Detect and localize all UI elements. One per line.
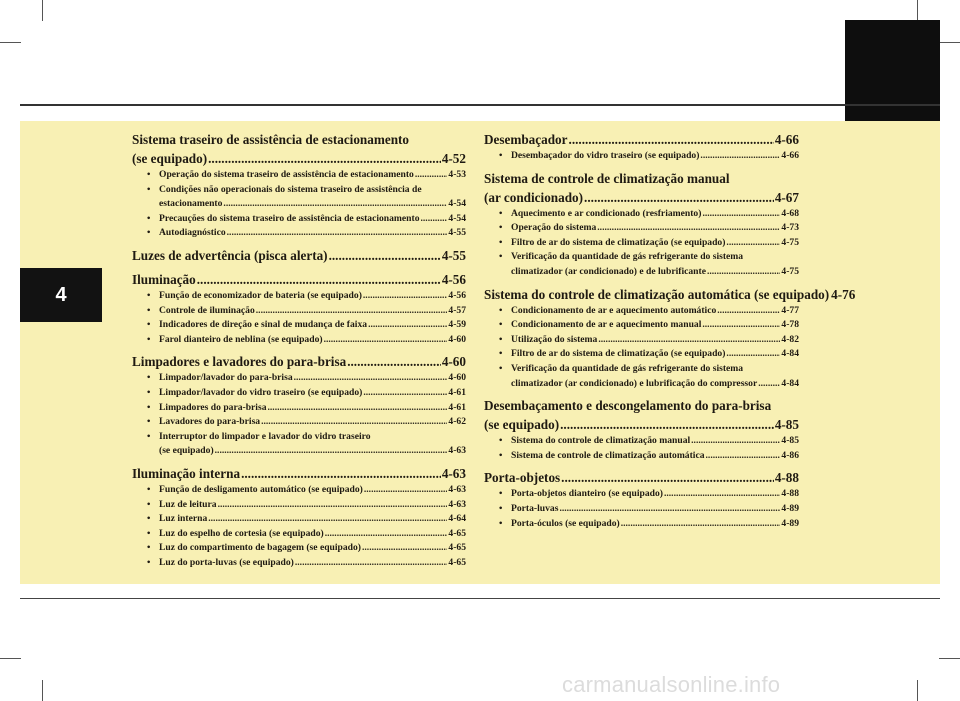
toc-heading[interactable] <box>132 270 466 289</box>
bullet: • <box>147 372 151 384</box>
toc-subitem-link[interactable] <box>159 556 466 571</box>
toc-subitem-link-text: climatizador (ar condicionado) e lubrificação do compressor <box>511 377 758 389</box>
toc-subitem <box>132 304 466 319</box>
toc-subitem-link[interactable] <box>511 517 799 532</box>
toc-subitem <box>484 347 799 362</box>
toc-subitem-link-text: Lavadores do para-brisa <box>159 416 261 428</box>
page-number: 4-76 <box>831 286 856 302</box>
toc-heading-text: Limpadores e lavadores do para-brisa <box>132 354 347 370</box>
toc-subitems <box>132 483 466 571</box>
dot-leader <box>197 270 441 289</box>
dot-leader <box>691 434 780 449</box>
crop-mark <box>917 680 918 701</box>
toc-subitem <box>132 512 466 527</box>
toc-subitem-link-text: Operação do sistema <box>511 222 597 234</box>
toc-subitems <box>132 168 466 241</box>
toc-entry <box>484 130 799 164</box>
toc-subitem-link[interactable] <box>159 483 466 498</box>
toc-heading-line: Sistema de controle de climatização manual <box>484 170 730 186</box>
toc-subitem-link[interactable] <box>511 318 799 333</box>
toc-subitem <box>132 386 466 401</box>
bullet: • <box>147 386 151 398</box>
page-number: 4-75 <box>781 265 799 277</box>
bullet: • <box>147 212 151 224</box>
dot-leader <box>329 246 441 265</box>
toc-heading[interactable] <box>484 130 799 149</box>
bullet: • <box>147 513 151 525</box>
dot-leader <box>347 352 441 371</box>
toc-heading-text: Desembaçador <box>484 132 568 147</box>
toc-subitem-link[interactable] <box>159 197 466 212</box>
toc-subitem-link-text: Limpador/lavador do vidro traseiro (se equipado) <box>159 386 363 398</box>
toc-right-column <box>484 130 856 531</box>
toc-subitem-link-text: Condicionamento de ar e aquecimento manual <box>511 319 702 331</box>
toc-subitem-link-text: Sistema de controle de climatização automática <box>511 449 705 461</box>
toc-subitems <box>484 487 799 531</box>
toc-subitem-link-text: estacionamento <box>159 198 223 210</box>
toc-subitem-link-text: Operação do sistema traseiro de assistência de estacionamento <box>159 169 414 180</box>
toc-subitem-link-text: Utilização do sistema <box>511 333 598 345</box>
bullet: • <box>147 227 151 239</box>
toc-subitem <box>132 371 466 386</box>
toc-subitem-link-text: Porta-objetos dianteiro (se equipado) <box>511 488 663 500</box>
toc-subitem <box>484 149 799 164</box>
dot-leader <box>598 333 780 348</box>
toc-subitem <box>132 483 466 498</box>
page-number: 4-59 <box>448 319 466 331</box>
bullet: • <box>499 304 503 316</box>
bullet: • <box>499 319 503 331</box>
page-number: 4-66 <box>774 132 799 147</box>
dot-leader <box>295 556 448 571</box>
crop-mark <box>42 680 43 701</box>
toc-entry <box>132 347 466 459</box>
toc-subitem-link-text: Desembaçador do vidro traseiro (se equipado) <box>511 150 700 161</box>
page-number: 4-65 <box>448 556 466 568</box>
toc-subitem-link[interactable] <box>159 527 466 542</box>
toc-subitem-link-text: Precauções do sistema traseiro de assistência de estacionamento <box>159 212 420 224</box>
dot-leader <box>241 464 441 483</box>
page-number: 4-55 <box>441 247 466 263</box>
dot-leader <box>706 449 781 464</box>
toc-heading[interactable] <box>484 188 799 207</box>
toc-subitem-link[interactable] <box>511 149 799 164</box>
toc-subitem-link[interactable] <box>511 333 799 348</box>
toc-subitem <box>132 556 466 571</box>
toc-heading-line: Desembaçamento e descongelamento do para-brisa <box>484 398 772 414</box>
toc-subitems <box>484 304 799 392</box>
toc-subitem <box>132 430 466 459</box>
toc-entry <box>484 280 856 392</box>
toc-subitem-link-text: Luz do porta-luvas (se equipado) <box>159 556 294 568</box>
chapter-number: 4 <box>55 283 67 306</box>
toc-entry <box>132 265 466 347</box>
page-number: 4-75 <box>781 236 799 248</box>
bullet: • <box>147 304 151 316</box>
toc-subitem-link[interactable] <box>159 444 466 459</box>
crop-mark <box>42 0 43 21</box>
dot-leader <box>702 207 780 222</box>
page-number: 4-85 <box>774 417 799 433</box>
toc-heading-text: (se equipado) <box>484 417 560 433</box>
toc-subitem-link-text: Sistema do controle de climatização manual <box>511 435 691 447</box>
bullet: • <box>147 401 151 413</box>
toc-heading[interactable] <box>132 352 466 371</box>
bullet: • <box>147 556 151 568</box>
dot-leader <box>227 226 448 241</box>
toc-subitem <box>484 304 799 319</box>
dot-leader <box>294 371 448 386</box>
toc-subitem-line: Verificação da quantidade de gás refrigerante do sistema <box>511 251 744 263</box>
toc-subitems <box>484 207 799 280</box>
toc-subitem <box>484 250 799 279</box>
toc-subitem-link[interactable] <box>159 498 466 513</box>
page-number: 4-88 <box>774 470 799 486</box>
toc-heading-line: Sistema traseiro de assistência de estacionamento <box>132 132 410 147</box>
toc-entry <box>132 130 466 241</box>
bullet: • <box>147 430 151 442</box>
toc-entry <box>132 459 466 571</box>
toc-subitem-link[interactable] <box>511 449 799 464</box>
toc-subitem <box>484 502 799 517</box>
toc-subitem-link[interactable] <box>159 212 466 227</box>
page-number: 4-60 <box>448 333 466 345</box>
toc-subitem-link[interactable] <box>511 377 799 392</box>
page-number: 4-73 <box>781 222 799 234</box>
toc-subitem-link-text: Autodiagnóstico <box>159 227 226 239</box>
toc-subitem-link[interactable] <box>159 304 466 319</box>
bullet: • <box>147 183 151 195</box>
toc-subitems <box>132 371 466 459</box>
bullet: • <box>499 502 503 514</box>
page-number: 4-55 <box>448 227 466 239</box>
toc-subitem <box>484 487 799 502</box>
toc-subitem <box>132 289 466 304</box>
toc-heading-text: Sistema do controle de climatização automática (se equipado) <box>484 286 830 302</box>
bullet: • <box>499 488 503 500</box>
toc-subitem <box>484 221 799 236</box>
dot-leader <box>363 289 448 304</box>
toc-subitem-link-text: Farol dianteiro de neblina (se equipado) <box>159 333 323 345</box>
dot-leader <box>324 333 448 348</box>
toc-subitem-link[interactable] <box>159 541 466 556</box>
page-number: 4-89 <box>781 517 799 529</box>
bullet: • <box>147 542 151 554</box>
toc-subitems <box>484 434 799 463</box>
toc-subitem-link-text: Função de desligamento automático (se equipado) <box>159 483 363 495</box>
toc-subitem-link-text: climatizador (ar condicionado) e de lubrificante <box>511 265 706 277</box>
toc-subitem <box>484 449 799 464</box>
toc-subitem-link[interactable] <box>159 168 466 183</box>
toc-heading[interactable] <box>484 468 799 487</box>
toc-subitem <box>132 318 466 333</box>
dot-leader <box>215 444 448 459</box>
toc-subitem-link[interactable] <box>159 226 466 241</box>
dot-leader <box>726 347 780 362</box>
toc-subitem-link[interactable] <box>511 221 799 236</box>
page-number: 4-67 <box>774 189 799 205</box>
toc-subitem-link[interactable] <box>511 487 799 502</box>
dot-leader <box>268 401 448 416</box>
bullet: • <box>499 517 503 529</box>
bullet: • <box>499 207 503 219</box>
dot-leader <box>218 498 448 513</box>
bottom-divider <box>20 598 940 599</box>
toc-subitem-link-text: Filtro de ar do sistema de climatização (se equipado) <box>511 348 726 360</box>
page-number: 4-61 <box>448 386 466 398</box>
toc-subitem-link-text: Condicionamento de ar e aquecimento automático <box>511 304 717 316</box>
bullet: • <box>499 251 503 263</box>
toc-subitem-link-text: Indicadores de direção e sinal de mudança de faixa <box>159 319 368 331</box>
toc-subitem <box>132 226 466 241</box>
toc-subitem-link[interactable] <box>159 318 466 333</box>
page-number: 4-63 <box>448 498 466 510</box>
bullet: • <box>499 348 503 360</box>
dot-leader <box>758 377 780 392</box>
toc-subitem-line: Interruptor do limpador e lavador do vidro traseiro <box>159 430 371 442</box>
page-number: 4-62 <box>448 416 466 428</box>
toc-subitem-link-text: Controle de iluminação <box>159 304 255 316</box>
toc-heading-text: (se equipado) <box>132 151 208 166</box>
toc-heading-text: Iluminação <box>132 271 196 287</box>
page-number: 4-64 <box>448 513 466 525</box>
dot-leader <box>256 304 448 319</box>
page-number: 4-54 <box>448 198 466 210</box>
toc-subitem-link[interactable] <box>511 236 799 251</box>
page-number: 4-53 <box>448 169 466 180</box>
page-number: 4-68 <box>781 207 799 219</box>
bullet: • <box>147 169 151 180</box>
toc-subitem-link[interactable] <box>159 333 466 348</box>
toc-subitem-link[interactable] <box>159 415 466 430</box>
page-number: 4-84 <box>781 348 799 360</box>
page-number: 4-77 <box>781 304 799 316</box>
page-number: 4-66 <box>781 150 799 161</box>
toc-subitem <box>484 362 799 391</box>
bullet: • <box>499 362 503 374</box>
toc-entry <box>484 164 799 280</box>
dot-leader <box>208 149 441 168</box>
toc-subitem <box>484 207 799 222</box>
dot-leader <box>597 221 780 236</box>
toc-subitem-line: Verificação da quantidade de gás refrigerante do sistema <box>511 362 744 374</box>
dot-leader <box>261 415 447 430</box>
toc-subitem-link[interactable] <box>511 434 799 449</box>
toc-subitem-line: Condições não operacionais do sistema traseiro de assistência de <box>159 183 422 195</box>
page-number: 4-82 <box>781 333 799 345</box>
toc-subitem-link[interactable] <box>511 207 799 222</box>
crop-mark <box>0 658 21 659</box>
toc-heading-text: Porta-objetos <box>484 470 561 486</box>
toc-subitem-link-text: Luz do compartimento de bagagem (se equipado) <box>159 542 361 554</box>
toc-subitem-link[interactable] <box>511 502 799 517</box>
crop-mark <box>917 0 918 21</box>
toc-subitem-link-text: Porta-óculos (se equipado) <box>511 517 620 529</box>
chapter-tab <box>20 268 102 322</box>
toc-subitem-link[interactable] <box>159 386 466 401</box>
toc-heading[interactable] <box>132 149 466 168</box>
toc-subitem <box>484 333 799 348</box>
toc-subitem <box>132 212 466 227</box>
page-number: 4-54 <box>448 212 466 224</box>
toc-entry <box>484 391 799 463</box>
page-number: 4-63 <box>448 483 466 495</box>
toc-heading-text: Iluminação interna <box>132 465 241 481</box>
page-number: 4-89 <box>781 502 799 514</box>
toc-subitem <box>484 318 799 333</box>
page-number: 4-88 <box>781 488 799 500</box>
bullet: • <box>147 416 151 428</box>
toc-subitem-link-text: (se equipado) <box>159 445 214 457</box>
top-divider <box>20 104 940 106</box>
toc-heading[interactable] <box>484 285 856 304</box>
bullet: • <box>147 498 151 510</box>
toc-entry <box>484 463 799 531</box>
dot-leader <box>223 197 447 212</box>
page-number: 4-61 <box>448 401 466 413</box>
toc-subitem <box>132 183 466 212</box>
dot-leader <box>364 483 448 498</box>
dot-leader <box>561 468 774 487</box>
page-number: 4-65 <box>448 542 466 554</box>
page-number: 4-78 <box>781 319 799 331</box>
toc-subitem-link-text: Limpador/lavador do para-brisa <box>159 372 293 384</box>
toc-subitem <box>132 401 466 416</box>
dot-leader <box>421 212 448 227</box>
toc-subitem-link-text: Limpadores do para-brisa <box>159 401 267 413</box>
page-number: 4-63 <box>441 465 466 481</box>
toc-subitem <box>132 498 466 513</box>
toc-subitem-link-text: Filtro de ar do sistema de climatização (se equipado) <box>511 236 726 248</box>
dot-leader <box>700 149 780 164</box>
toc-subitem <box>132 415 466 430</box>
bullet: • <box>147 289 151 301</box>
bullet: • <box>147 483 151 495</box>
bullet: • <box>499 435 503 447</box>
dot-leader <box>569 130 774 149</box>
toc-subitem-link[interactable] <box>511 347 799 362</box>
dot-leader <box>363 386 447 401</box>
bullet: • <box>147 319 151 331</box>
toc-subitem-link[interactable] <box>159 401 466 416</box>
dot-leader <box>702 318 780 333</box>
crop-mark <box>0 42 21 43</box>
dot-leader <box>368 318 447 333</box>
bullet: • <box>499 150 503 161</box>
toc-heading[interactable] <box>484 415 799 434</box>
dot-leader <box>664 487 780 502</box>
toc-subitem <box>484 434 799 449</box>
toc-heading-text: Luzes de advertência (pisca alerta) <box>132 247 328 263</box>
toc-subitem-link-text: Luz de leitura <box>159 498 217 510</box>
dot-leader <box>325 527 448 542</box>
bullet: • <box>147 333 151 345</box>
dot-leader <box>707 265 780 280</box>
page-number: 4-57 <box>448 304 466 316</box>
toc-subitem-link[interactable] <box>159 512 466 527</box>
page-number: 4-60 <box>441 354 466 370</box>
toc-subitem-link-text: Função de economizador de bateria (se equipado) <box>159 289 362 301</box>
page-number: 4-65 <box>448 527 466 539</box>
page-number: 4-85 <box>781 435 799 447</box>
page-number: 4-63 <box>448 445 466 457</box>
toc-heading-text: (ar condicionado) <box>484 189 584 205</box>
dot-leader <box>584 188 774 207</box>
toc-subitem-link[interactable] <box>511 265 799 280</box>
toc-subitem-link-text: Luz interna <box>159 513 208 525</box>
toc-subitem-link[interactable] <box>159 289 466 304</box>
toc-subitem-link-text: Luz do espelho de cortesia (se equipado) <box>159 527 324 539</box>
watermark: carmanualsonline.info <box>562 672 781 697</box>
crop-mark <box>939 42 960 43</box>
toc-subitems <box>484 149 799 164</box>
toc-subitem-link[interactable] <box>159 371 466 386</box>
toc-subitem-link-text: Aquecimento e ar condicionado (resfriamento) <box>511 207 702 219</box>
toc-subitem <box>132 168 466 183</box>
toc-subitem <box>484 236 799 251</box>
crop-mark <box>939 658 960 659</box>
toc-subitem <box>484 517 799 532</box>
toc-subitem <box>132 541 466 556</box>
dot-leader <box>415 168 448 183</box>
page-number: 4-84 <box>781 377 799 389</box>
toc-subitem-link[interactable] <box>511 304 799 319</box>
toc-heading[interactable] <box>132 246 466 265</box>
dot-leader <box>560 415 774 434</box>
dot-leader <box>559 502 780 517</box>
bullet: • <box>499 236 503 248</box>
toc-entry <box>132 241 466 265</box>
toc-subitem <box>132 527 466 542</box>
dot-leader <box>717 304 780 319</box>
page-number: 4-86 <box>781 449 799 461</box>
bullet: • <box>499 449 503 461</box>
page-number: 4-56 <box>441 271 466 287</box>
toc-subitem-link-text: Porta-luvas <box>511 502 559 514</box>
page-number: 4-60 <box>448 372 466 384</box>
bullet: • <box>147 527 151 539</box>
page-number: 4-52 <box>441 151 466 166</box>
toc-heading[interactable] <box>132 464 466 483</box>
toc-left-column <box>132 130 466 570</box>
dot-leader <box>362 541 447 556</box>
bullet: • <box>499 333 503 345</box>
toc-subitem <box>132 333 466 348</box>
page-number: 4-56 <box>448 289 466 301</box>
toc-subitems <box>132 289 466 347</box>
dot-leader <box>726 236 780 251</box>
bullet: • <box>499 222 503 234</box>
dot-leader <box>621 517 781 532</box>
dot-leader <box>208 512 447 527</box>
